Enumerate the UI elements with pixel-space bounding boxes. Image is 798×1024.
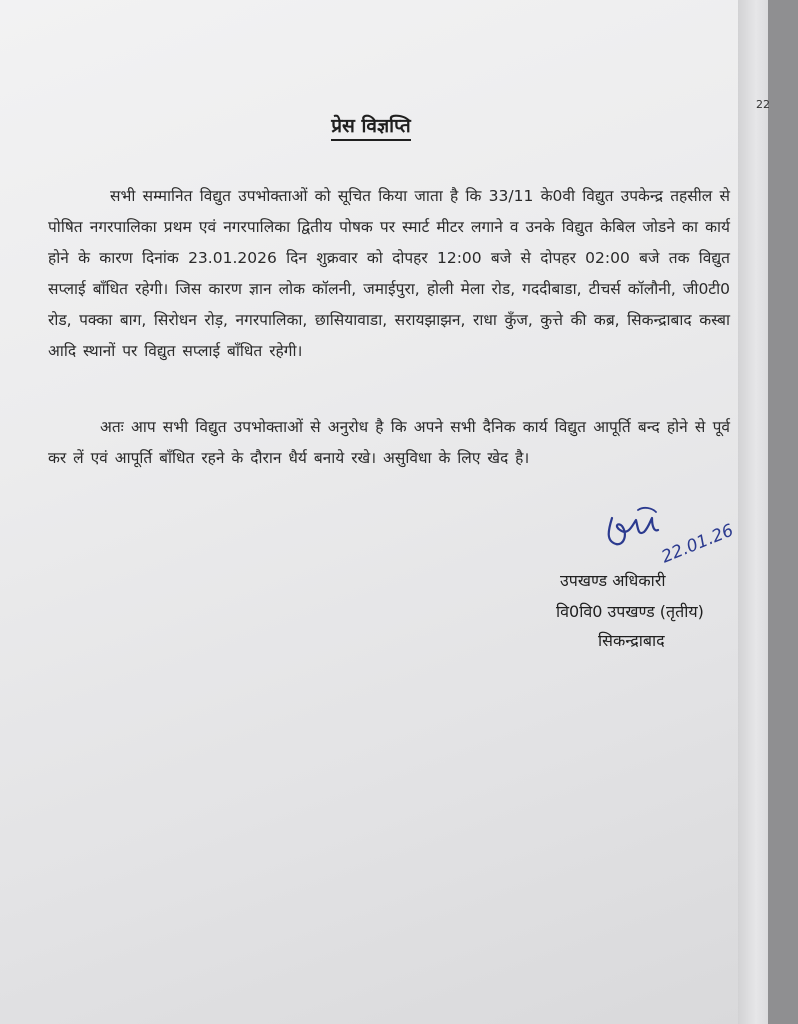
underlying-sheet-edge xyxy=(738,0,768,1024)
body-paragraph-2: अतः आप सभी विद्युत उपभोक्ताओं से अनुरोध है कि अपने सभी दैनिक कार्य विद्युत आपूर्ति बन्द होने से पूर्व कर लें एवं आपूर्ति बाँधित रहने के दौरान धैर्य बनाये रखे। असुविधा के लिए खेद है। xyxy=(48,418,730,467)
title-text: प्रेस विज्ञप्ति xyxy=(331,115,411,141)
signatory-place: सिकन्द्राबाद xyxy=(598,631,665,650)
edge-mark: 22 xyxy=(756,98,770,111)
handwritten-signature xyxy=(598,496,737,568)
body-paragraph-1: सभी सम्मानित विद्युत उपभोक्ताओं को सूचित किया जाता है कि 33/11 के0वी विद्युत उपकेन्द्र तहसील से पोषित नगरपालिका प्रथम एवं नगरपालिका द्वितीय पोषक पर स्मार्ट मीटर लगाने व उनके विद्युत केबिल जोडने का कार्य होने के कारण दिनांक 23.01.2026 दिन शुक्रवार को दोपहर 12:00 बजे से दोपहर 02:00 बजे तक विद्युत सप्लाई बाँधित रहेगी। जिस कारण ज्ञान लोक कॉलनी, जमाईपुरा, होली मेला रोड, गददीबाडा, टीचर्स कॉलौनी, जी0टी0 रोड, पक्का बाग, सिरोधन रोड़, नगरपालिका, छासियावाडा, सरायझाझन, राधा कुँज, कुत्ते की कब्र, सिकन्द्राबाद कस्बा आदि स्थानों पर विद्युत सप्लाई बाँधित रहेगी। xyxy=(48,187,730,360)
signatory-designation: उपखण्ड अधिकारी xyxy=(560,571,666,590)
signature-date: 22.01.26 xyxy=(658,520,737,568)
page-title xyxy=(0,112,742,138)
signatory-office: वि0वि0 उपखण्ड (तृतीय) xyxy=(556,602,704,621)
